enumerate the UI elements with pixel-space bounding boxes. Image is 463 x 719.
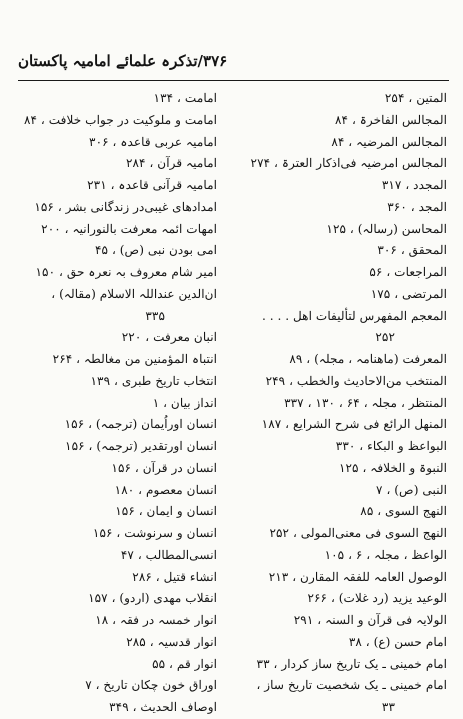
index-entry: انداز بیان ، ۱ (152, 395, 217, 410)
index-entry: المرتضی ، ۱۷۵ (370, 286, 447, 301)
index-entry: المعجم المفهرس لتألیفات اهل . . . . (261, 308, 447, 323)
index-entry: النبوۃ و الخلافہ ، ۱۲۵ (338, 460, 447, 475)
index-entry: امهات ائمہ معرفت بالنورانیہ ، ۲۰۰ (41, 221, 217, 236)
index-entry: ان‌الدین عنداللہ الاسلام (مقالہ) ، (51, 286, 217, 301)
index-entry: امامت و ملوکیت در جواب خلافت ، ۸۴ (23, 112, 217, 127)
index-entry: امامیہ عربی قاعدہ ، ۳۰۶ (89, 134, 217, 149)
index-entry: المعرفت (ماهنامہ ، مجلہ) ، ۸۹ (289, 352, 447, 366)
index-entry: امامیہ قرآنی قاعدہ ، ۲۳۱ (87, 178, 217, 192)
page-number: ۳۷۶ (203, 52, 228, 70)
index-entry: انسان و سرنوشت ، ۱۵۶ (92, 526, 217, 540)
index-entry: انسان معصوم ، ۱۸۰ (114, 482, 217, 497)
index-entry: الوصول العامہ للفقہ المقارن ، ۲۱۳ (268, 569, 447, 584)
index-column-left (5, 88, 217, 719)
index-entry: المتین ، ۲۵۴ (384, 91, 447, 105)
header-rule (18, 80, 449, 81)
index-entry: انسان و ایمان ، ۱۵۶ (115, 504, 217, 519)
index-entry: انسی‌المطالب ، ۴۷ (120, 547, 217, 562)
index-entry: النهج السوی فی معنی‌المولی ، ۲۵۲ (269, 526, 447, 540)
index-entry: انتباہ المؤمنین من مغالطہ ، ۲۶۴ (52, 352, 217, 366)
index-entry: البواعظ و البکاء ، ۳۳۰ (335, 439, 447, 453)
index-entry: النهج السوی ، ۸۵ (360, 504, 447, 519)
index-entry: اوصاف الحدیث ، ۳۴۹ (109, 700, 217, 714)
index-entry: المجدد ، ۳۱۷ (381, 178, 447, 192)
page-header (18, 52, 449, 70)
index-entry: المنهل الرائع فی شرح الشرایع ، ۱۸۷ (261, 417, 447, 432)
header-separator: / (197, 52, 204, 70)
index-entry: انوار قم ، ۵۵ (152, 656, 217, 671)
index-entry: امدادهای غیبی‌در زندگانی بشر ، ۱۵۶ (34, 199, 217, 214)
index-entry: امام حسن (ع) ، ۳۸ (348, 634, 447, 649)
index-entry: الولایہ فی قرآن و السنہ ، ۲۹۱ (293, 613, 447, 627)
index-entry: الواعظ ، مجلہ ، ۶ ، ۱۰۵ (324, 547, 447, 562)
index-entry: المنتظر ، مجلہ ، ۶۴ ، ۱۳۰ ، ۳۳۷ (284, 395, 447, 410)
index-entry: انسان در قرآن ، ۱۵۶ (111, 460, 217, 475)
index-entry: امام خمینی ـ یک شخصیت تاریخ ساز ، (256, 678, 447, 693)
index-entry: امامت ، ۱۳۴ (153, 91, 217, 105)
index-entry: انوار قدسیہ ، ۲۸۵ (126, 634, 217, 649)
index-entry: انبان معرفت ، ۲۲۰ (121, 330, 217, 345)
index-entry: المراجعات ، ۵۶ (369, 265, 447, 279)
index-entry: امام خمینی ـ یک تاریخ ساز کردار ، ۳۳ (256, 656, 447, 671)
index-entry: المنتخب من‌الاحادیث والخطب ، ۲۴۹ (265, 373, 447, 388)
index-entry: المجالس المرضیہ ، ۸۴ (331, 134, 447, 149)
index-entry: الوعید یزید (رد غلات) ، ۲۶۶ (307, 591, 447, 606)
index-column-right (221, 88, 447, 719)
index-entry: المجالس الفاخرۃ ، ۸۴ (334, 112, 447, 127)
index-entry: المجالس امرضیہ فی‌اذکار العترۃ ، ۲۷۴ (250, 156, 447, 171)
index-entry: انشاء قتیل ، ۲۸۶ (132, 569, 217, 584)
index-entry: امامیہ قرآن ، ۲۸۴ (125, 156, 217, 171)
index-entry: انقلاب مهدی (اردو) ، ۱۵۷ (88, 591, 217, 606)
index-entry: انسان اوراُیمان (ترجمہ) ، ۱۵۶ (64, 417, 217, 432)
index-entry: المجد ، ۳۶۰ (387, 199, 447, 214)
index-entry: انتخاب تاریخ طبری ، ۱۳۹ (90, 373, 217, 388)
index-entry: انوار خمسہ در فقہ ، ۱۸ (95, 613, 217, 627)
index-entry-continuation: ۳۳ (381, 700, 395, 714)
index-entry: امیر شام معروف بہ نعرہ حق ، ۱۵۰ (35, 265, 217, 279)
index-entry: انسان اورتقدیر (ترجمہ) ، ۱۵۶ (65, 439, 217, 453)
index-entry: امی بودن نبی (ص) ، ۴۵ (94, 243, 217, 258)
index-entry: النبی (ص) ، ۷ (376, 482, 447, 497)
index-entry: المحقق ، ۳۰۶ (377, 243, 447, 258)
index-entry-continuation: ۲۵۲ (375, 330, 395, 345)
index-entry-continuation: ۳۳۵ (145, 308, 165, 323)
index-entry: المحاسن (رسالہ) ، ۱۲۵ (326, 221, 447, 236)
index-entry: اوراق خون چکان تاریخ ، ۷ (85, 678, 217, 693)
running-title: تذکرہ علمائے امامیہ پاکستان (18, 52, 198, 70)
